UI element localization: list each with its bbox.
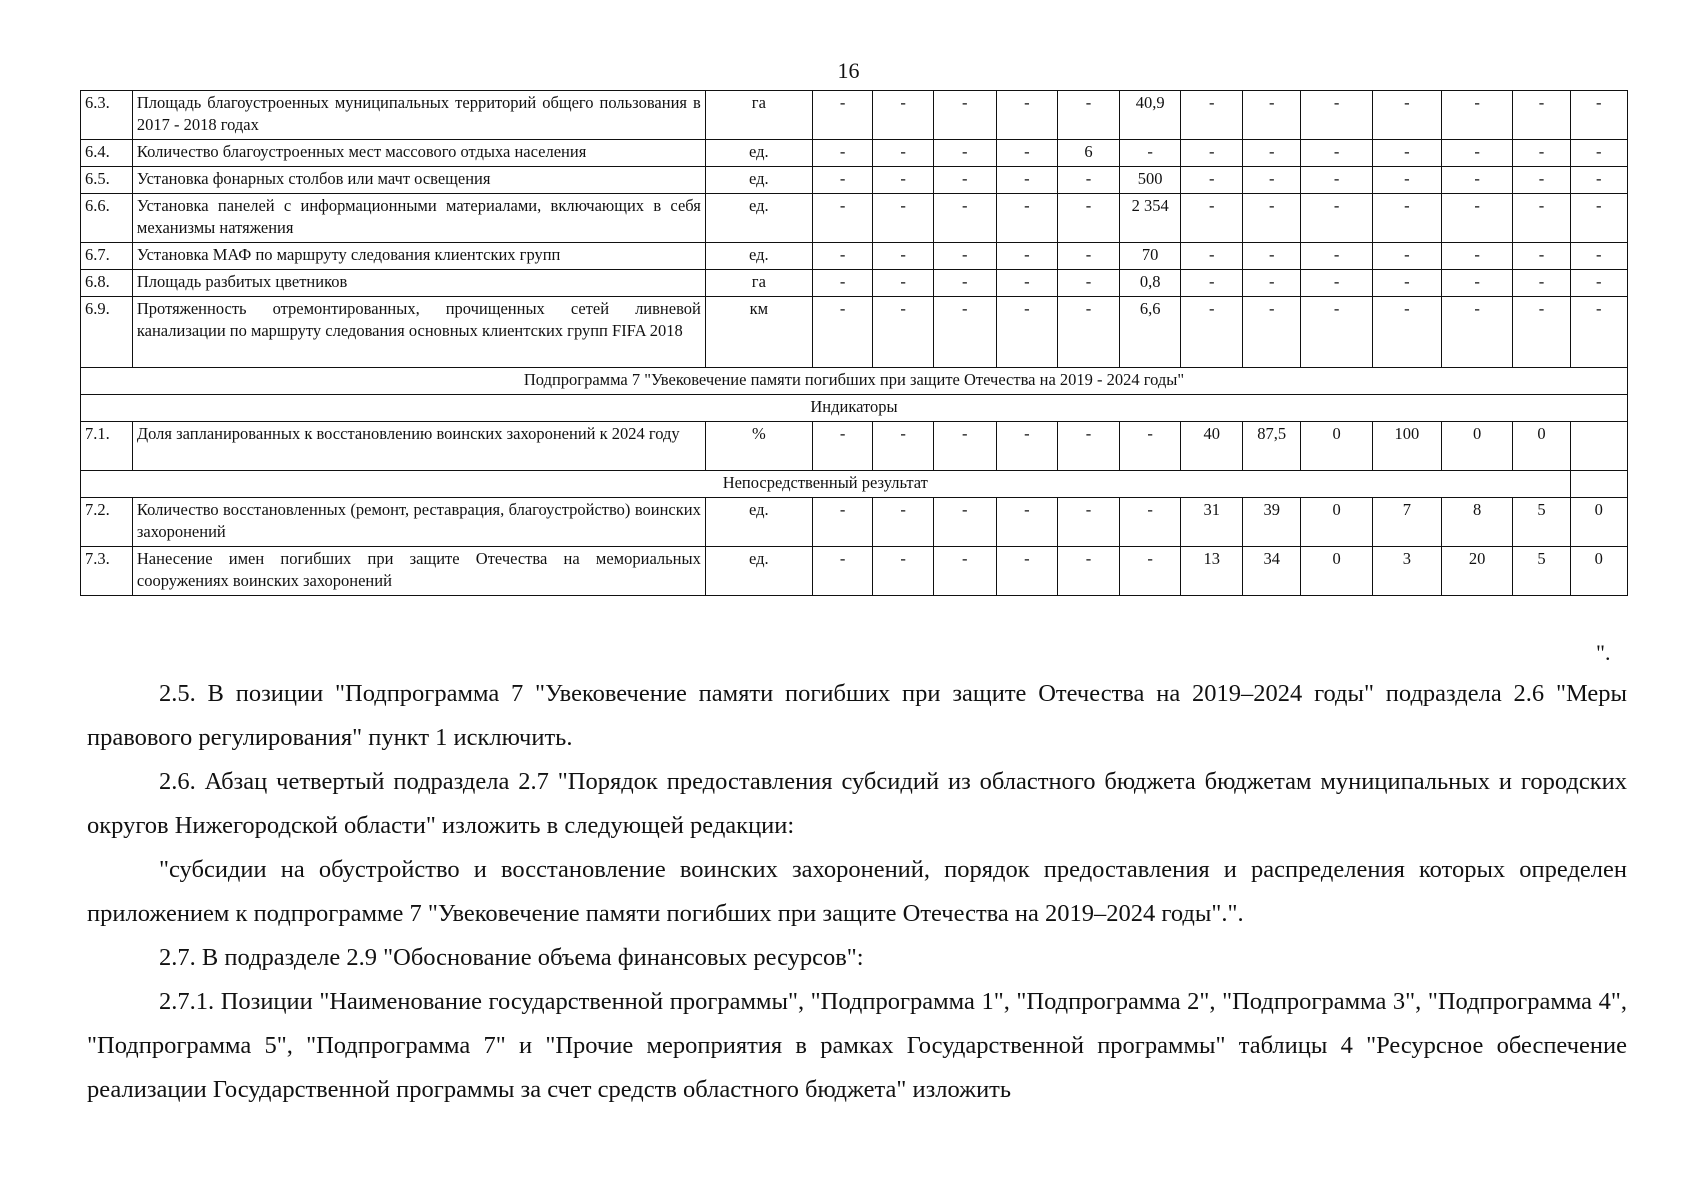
indicator-name: Количество благоустроенных мест массового отдыха населения [132,140,705,167]
indicator-name: Доля запланированных к восстановлению воинских захоронений к 2024 году [132,422,705,471]
value-cell: - [812,91,873,140]
value-cell: - [1243,243,1301,270]
value-cell: - [1301,194,1372,243]
value-cell: - [933,167,996,194]
value-cell: - [1301,270,1372,297]
value-cell: - [1570,91,1627,140]
row-number: 6.4. [81,140,133,167]
value-cell: 500 [1119,167,1181,194]
section-row [81,368,1628,395]
value-cell: - [873,270,934,297]
value-cell: 87,5 [1243,422,1301,471]
value-cell: 31 [1181,498,1243,547]
value-cell: - [1181,243,1243,270]
value-cell: - [1570,194,1627,243]
value-cell: 6,6 [1119,297,1181,368]
value-cell: - [1181,194,1243,243]
value-cell: - [1301,167,1372,194]
value-cell: - [933,243,996,270]
value-cell: - [873,547,934,596]
row-number: 7.3. [81,547,133,596]
value-cell: - [1301,243,1372,270]
indicator-name: Протяженность отремонтированных, прочищенных сетей ливневой канализации по маршруту следования основных клиентских групп FIFA 2018 [132,297,705,368]
value-cell: - [1441,194,1512,243]
value-cell: - [1181,297,1243,368]
value-cell: 34 [1243,547,1301,596]
value-cell: - [1181,140,1243,167]
value-cell: 0,8 [1119,270,1181,297]
value-cell: - [1570,243,1627,270]
value-cell: - [873,194,934,243]
value-cell: - [1301,140,1372,167]
value-cell: - [1441,91,1512,140]
value-cell: - [1372,243,1441,270]
row-number: 6.9. [81,297,133,368]
value-cell: 70 [1119,243,1181,270]
value-cell: - [1243,297,1301,368]
closing-quote: ". [1596,640,1611,665]
table-row [81,297,1628,368]
paragraph-2-7-1: 2.7.1. Позиции "Наименование государственной программы", "Подпрограмма 1", "Подпрограмма 2", "Подпрограмма 3", "Подпрограмма 4", "Подпрограмма 5", "Подпрограмма 7" и "Прочие мероприятия в рамках Государственной программы" таблицы 4 "Ресурсное обеспечение реализации Государственной программы за счет средств областного бюджета" изложить [87,988,1627,1103]
paragraph-2-7: 2.7. В подразделе 2.9 "Обоснование объема финансовых ресурсов": [159,944,864,971]
value-cell: - [1058,547,1120,596]
value-cell: - [812,194,873,243]
row-number: 6.6. [81,194,133,243]
value-cell: - [996,422,1058,471]
table-row [81,140,1628,167]
indicator-name: Установка фонарных столбов или мачт освещения [132,167,705,194]
value-cell: - [1513,194,1570,243]
value-cell: 39 [1243,498,1301,547]
unit-cell: ед. [705,243,812,270]
value-cell: - [1243,194,1301,243]
table-row [81,194,1628,243]
value-cell: 20 [1441,547,1512,596]
unit-cell: ед. [705,167,812,194]
value-cell: 100 [1372,422,1441,471]
value-cell [1570,422,1627,471]
table-row [81,498,1628,547]
row-number: 7.2. [81,498,133,547]
indicator-name: Установка МАФ по маршруту следования клиентских групп [132,243,705,270]
value-cell: - [1058,194,1120,243]
value-cell: - [1570,297,1627,368]
paragraph-quote: "субсидии на обустройство и восстановление воинских захоронений, порядок предоставления и распределения которых определен приложением к подпрограмме 7 "Увековечение памяти погибших при защите Отечества на 2019–2024 годы".". [87,856,1627,927]
value-cell: - [1243,91,1301,140]
value-cell: - [1119,547,1181,596]
value-cell: 0 [1570,547,1627,596]
value-cell: - [1372,91,1441,140]
row-number: 6.7. [81,243,133,270]
table-row [81,422,1628,471]
value-cell: 8 [1441,498,1512,547]
value-cell: - [996,270,1058,297]
value-cell: - [873,91,934,140]
row-number: 6.3. [81,91,133,140]
indicator-name: Площадь благоустроенных муниципальных территорий общего пользования в 2017 - 2018 годах [132,91,705,140]
value-cell: - [1513,91,1570,140]
body-text [87,672,1627,1112]
value-cell: - [1513,297,1570,368]
value-cell: 0 [1570,498,1627,547]
value-cell: - [1119,422,1181,471]
unit-cell: ед. [705,498,812,547]
value-cell: - [933,270,996,297]
value-cell: - [933,140,996,167]
unit-cell: ед. [705,140,812,167]
value-cell: - [1570,167,1627,194]
value-cell: - [812,270,873,297]
unit-cell: га [705,91,812,140]
value-cell: - [1441,270,1512,297]
value-cell: - [1181,91,1243,140]
indicator-name: Площадь разбитых цветников [132,270,705,297]
value-cell: 0 [1301,498,1372,547]
value-cell: - [1058,243,1120,270]
value-cell: - [1570,270,1627,297]
value-cell: - [812,498,873,547]
value-cell: 0 [1301,422,1372,471]
value-cell: - [1119,140,1181,167]
value-cell: - [1058,498,1120,547]
value-cell: - [933,297,996,368]
value-cell: - [812,547,873,596]
value-cell: - [1301,91,1372,140]
section-row [81,395,1628,422]
value-cell: - [1243,270,1301,297]
value-cell: - [1058,297,1120,368]
value-cell: - [996,547,1058,596]
unit-cell: ед. [705,194,812,243]
unit-cell: % [705,422,812,471]
value-cell: - [1441,140,1512,167]
value-cell: 40 [1181,422,1243,471]
value-cell: - [812,422,873,471]
row-number: 7.1. [81,422,133,471]
value-cell: - [1119,498,1181,547]
value-cell: - [933,498,996,547]
value-cell: 2 354 [1119,194,1181,243]
value-cell: - [1372,194,1441,243]
table-row [81,91,1628,140]
value-cell: - [1181,167,1243,194]
value-cell: - [873,243,934,270]
section-header: Подпрограмма 7 "Увековечение памяти погибших при защите Отечества на 2019 - 2024 годы" [81,368,1628,395]
section-row [81,471,1628,498]
value-cell: 5 [1513,547,1570,596]
value-cell: - [1372,297,1441,368]
table-row [81,547,1628,596]
value-cell: - [996,297,1058,368]
indicator-name: Установка панелей с информационными материалами, включающих в себя механизмы натяжения [132,194,705,243]
value-cell: 7 [1372,498,1441,547]
value-cell: - [1181,270,1243,297]
value-cell: - [1058,422,1120,471]
value-cell: - [1058,167,1120,194]
section-header: Непосредственный результат [81,471,1571,498]
row-number: 6.8. [81,270,133,297]
value-cell: - [1058,270,1120,297]
value-cell: - [1513,243,1570,270]
value-cell: 0 [1301,547,1372,596]
value-cell: - [1441,243,1512,270]
value-cell: - [812,167,873,194]
paragraph-2-6: 2.6. Абзац четвертый подраздела 2.7 "Порядок предоставления субсидий из областного бюджета бюджетам муниципальных и городских округов Нижегородской области" изложить в следующей редакции: [87,768,1627,839]
value-cell: - [873,167,934,194]
value-cell: - [812,297,873,368]
value-cell: - [1243,140,1301,167]
unit-cell: км [705,297,812,368]
value-cell: - [933,91,996,140]
page-number: 16 [837,58,860,83]
section-header: Индикаторы [81,395,1628,422]
value-cell: - [996,167,1058,194]
value-cell: - [1513,270,1570,297]
unit-cell: га [705,270,812,297]
value-cell: 0 [1441,422,1512,471]
value-cell: - [933,422,996,471]
value-cell: - [1372,167,1441,194]
value-cell: - [873,297,934,368]
value-cell: - [996,194,1058,243]
value-cell: - [873,498,934,547]
value-cell: - [1570,140,1627,167]
row-number: 6.5. [81,167,133,194]
value-cell: - [1372,140,1441,167]
paragraph-2-5: 2.5. В позиции "Подпрограмма 7 "Увековечение памяти погибших при защите Отечества на 2019–2024 годы" подраздела 2.6 "Меры правового регулирования" пункт 1 исключить. [87,680,1627,751]
value-cell: 5 [1513,498,1570,547]
value-cell: - [1243,167,1301,194]
value-cell: - [1372,270,1441,297]
indicator-name: Нанесение имен погибших при защите Отечества на мемориальных сооружениях воинских захоронений [132,547,705,596]
value-cell: - [873,140,934,167]
value-cell: - [1513,140,1570,167]
table-row [81,243,1628,270]
value-cell: - [1513,167,1570,194]
unit-cell: ед. [705,547,812,596]
table-row [81,270,1628,297]
value-cell: 6 [1058,140,1120,167]
value-cell: - [996,498,1058,547]
value-cell: - [812,243,873,270]
value-cell: 40,9 [1119,91,1181,140]
indicator-name: Количество восстановленных (ремонт, реставрация, благоустройство) воинских захоронений [132,498,705,547]
value-cell: - [996,140,1058,167]
value-cell: - [812,140,873,167]
value-cell: - [996,243,1058,270]
value-cell: 0 [1513,422,1570,471]
value-cell: - [996,91,1058,140]
value-cell: - [1058,91,1120,140]
value-cell: 3 [1372,547,1441,596]
value-cell: 13 [1181,547,1243,596]
table-row [81,167,1628,194]
value-cell: - [933,194,996,243]
empty-cell [1570,471,1627,498]
indicators-table [80,90,1628,596]
value-cell: - [1441,167,1512,194]
value-cell: - [1301,297,1372,368]
value-cell: - [933,547,996,596]
value-cell: - [1441,297,1512,368]
value-cell: - [873,422,934,471]
